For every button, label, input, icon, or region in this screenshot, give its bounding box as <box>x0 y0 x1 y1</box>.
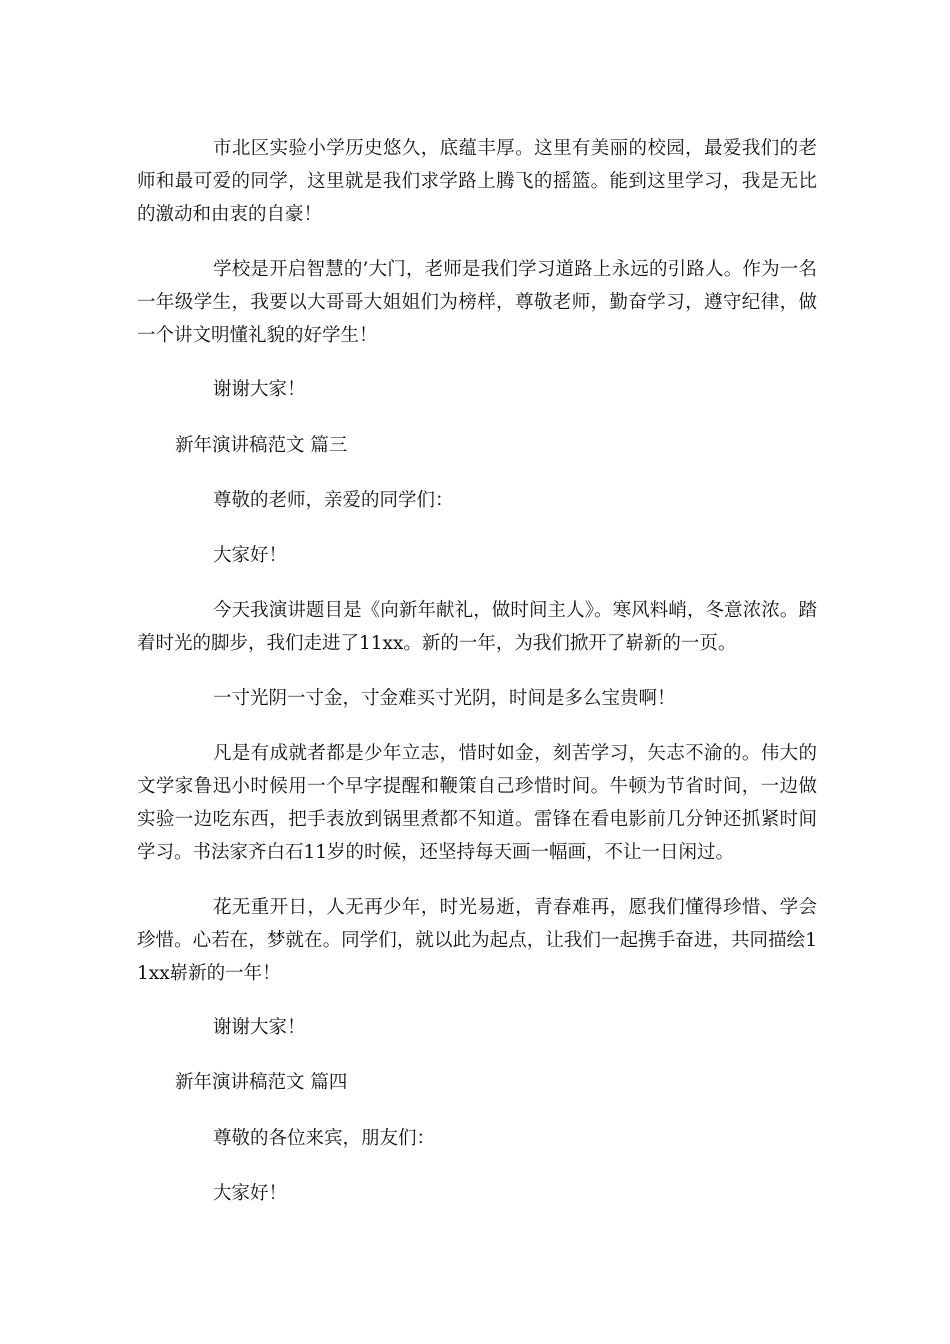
paragraph-school-wisdom: 学校是开启智慧的’大门，老师是我们学习道路上永远的引路人。作为一名一年级学生，我要以大哥哥大姐姐们为榜样，尊敬老师，勤奋学习，遵守纪律，做一个讲文明懂礼貌的好学生！ <box>137 259 817 346</box>
paragraph-hello-2: 大家好！ <box>213 1183 288 1204</box>
paragraph-thanks-2: 谢谢大家！ <box>213 1017 306 1038</box>
paragraph-time-precious: 一寸光阴一寸金，寸金难买寸光阴，时间是多么宝贵啊！ <box>213 688 676 709</box>
paragraph-thanks-1: 谢谢大家！ <box>213 379 306 400</box>
paragraph-greeting-guests: 尊敬的各位来宾，朋友们： <box>213 1128 436 1149</box>
paragraph-achievers: 凡是有成就者都是少年立志，惜时如金，刻苦学习，矢志不渝的。伟大的文学家鲁迅小时候用一个早字提醒和鞭策自己珍惜时间。牛顿为节省时间，一边做实验一边吃东西，把手表放到锅里煮都不知道。雷锋在看电影前几分钟还抓紧时间学习。书法家齐白石11岁的时候，还坚持每天画一幅画，不让一日闲过。 <box>137 743 817 863</box>
paragraph-hello-1: 大家好！ <box>213 545 288 566</box>
section-heading-part-four: 新年演讲稿范文 篇四 <box>175 1072 348 1093</box>
paragraph-cherish-time: 花无重开日，人无再少年，时光易逝，青春难再，愿我们懂得珍惜、学会珍惜。心若在，梦就在。同学们，就以此为起点，让我们一起携手奋进，共同描绘11xx崭新的一年！ <box>137 897 817 984</box>
paragraph-school-intro: 市北区实验小学历史悠久，底蕴丰厚。这里有美丽的校园，最爱我们的老师和最可爱的同学，这里就是我们求学路上腾飞的摇篮。能到这里学习，我是无比的激动和由衷的自豪！ <box>137 138 817 225</box>
paragraph-greeting-teachers: 尊敬的老师，亲爱的同学们： <box>213 490 454 511</box>
paragraph-speech-title: 今天我演讲题目是《向新年献礼，做时间主人》。寒风料峭，冬意浓浓。踏着时光的脚步，我们走进了11xx。新的一年，为我们掀开了崭新的一页。 <box>137 600 817 654</box>
section-heading-part-three: 新年演讲稿范文 篇三 <box>175 435 348 456</box>
